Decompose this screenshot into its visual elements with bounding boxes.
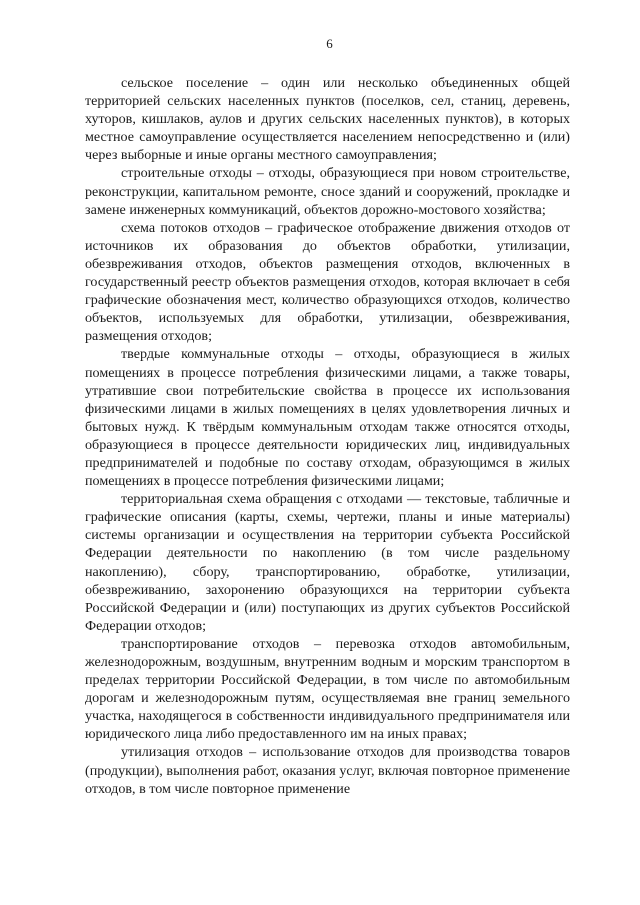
- paragraph-municipal-solid-waste: твердые коммунальные отходы – отходы, образующиеся в жилых помещениях в процессе потребления физическими лицами, а также товары, утратившие свои потребительские свойства в процессе их использования физическими лицами в жилых помещениях в целях удовлетворения личных и бытовых нужд. К твёрдым коммунальным отходам также относятся отходы, образующиеся в процессе деятельности юридических лиц, индивидуальных предпринимателей и подобные по составу отходам, образующимся в жилых помещениях в процессе потребления физическими лицами;: [85, 346, 570, 490]
- paragraph-waste-utilization: утилизация отходов – использование отходов для производства товаров (продукции), выполнения работ, оказания услуг, включая повторное применение отходов, в том числе повторное применение: [85, 744, 570, 797]
- paragraph-construction-waste: строительные отходы – отходы, образующиеся при новом строительстве, реконструкции, капитальном ремонте, сносе зданий и сооружений, прокладке и замене инженерных коммуникаций, объектов дорожно-мостового хозяйства;: [85, 165, 570, 218]
- paragraph-waste-flow-scheme: схема потоков отходов – графическое отображение движения отходов от источников их образования до объектов обработки, утилизации, обезвреживания отходов, объектов размещения отходов, включенных в государственный реестр объектов размещения отходов, которая включает в себя графические обозначения мест, количество образующихся отходов, количество объектов, используемых для обработки, утилизации, обезвреживания, размещения отходов;: [85, 219, 570, 345]
- paragraph-waste-transportation: транспортирование отходов – перевозка отходов автомобильным, железнодорожным, воздушным, внутренним водным и морским транспортом в пределах территории Российской Федерации, в том числе по автомобильным дорогам и железнодорожным путям, осуществляемая вне границ земельного участка, находящегося в собственности индивидуального предпринимателя или юридического лица либо предоставленного им на иных правах;: [85, 635, 570, 743]
- paragraph-rural-settlement: сельское поселение – один или несколько объединенных общей территорией сельских населенных пунктов (поселков, сел, станиц, деревень, хуторов, кишлаков, аулов и других сельских населенных пунктов), в которых местное самоуправление осуществляется населением непосредственно и (или) через выборные и иные органы местного самоуправления;: [85, 75, 570, 164]
- paragraph-territorial-scheme: территориальная схема обращения с отходами — текстовые, табличные и графические описания (карты, схемы, чертежи, планы и иные материалы) системы организации и осуществления на территории субъекта Российской Федерации деятельности по накоплению (в том числе раздельному накоплению), сбору, транспортированию, обработке, утилизации, обезвреживанию, захоронению образующихся на территории субъекта Российской Федерации и (или) поступающих из других субъектов Российской Федерации отходов;: [85, 491, 570, 634]
- page-number: 6: [326, 36, 333, 51]
